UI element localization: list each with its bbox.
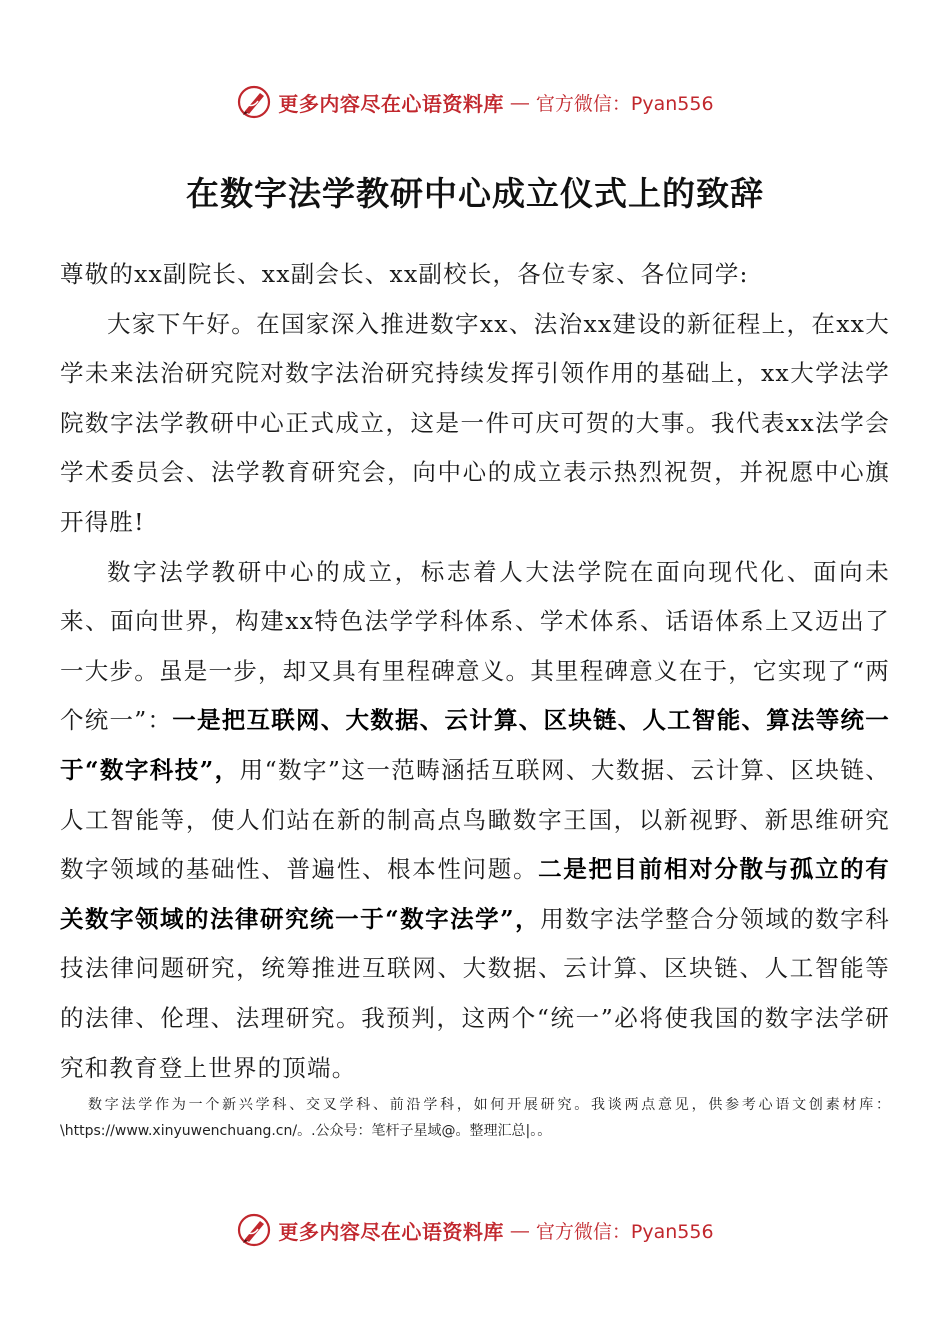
pen-logo-icon <box>236 1212 272 1248</box>
paragraph-2-part-1: 数字法学教研中心的成立，标志着人大法学院在面向现代化、面向未来、面向世界，构建xx特色法学学科体系、学术体系、话语体系上又迈出了一大步。虽是一步，却又具有里程碑意义。其里程碑意义在于，它实现了“两个统一”： <box>60 557 890 735</box>
banner-separator: — <box>509 90 530 114</box>
paragraph-2-bold-2: 二是把目前相对分散与孤立的有关数字领域的法律研究统一于“数字法学”， <box>60 855 890 933</box>
header-banner <box>0 82 950 122</box>
paragraph-2 <box>60 548 890 1094</box>
document-body <box>60 250 890 1093</box>
banner-text: 更多内容尽在心语资料库 <box>278 91 504 116</box>
paragraph-2-part-2: 用“数字”这一范畴涵括互联网、大数据、云计算、区块链、人工智能等，使人们站在新的制高点鸟瞰数字王国，以新视野、新思维研究数字领域的基础性、普遍性、根本性问题。 <box>60 755 890 884</box>
footer-banner <box>0 1210 950 1250</box>
paragraph-2-bold-1: 一是把互联网、大数据、云计算、区块链、人工智能、算法等统一于“数字科技”， <box>60 706 890 784</box>
banner-text: 更多内容尽在心语资料库 <box>278 1219 504 1244</box>
document-title: 在数字法学教研中心成立仪式上的致辞 <box>186 174 764 213</box>
banner-wechat: 官方微信：Pyan556 <box>535 1220 714 1243</box>
banner-wechat: 官方微信：Pyan556 <box>535 92 714 115</box>
footnote: 数字法学作为一个新兴学科、交叉学科、前沿学科，如何开展研究。我谈两点意见，供参考心语文创素材库：\https://www.xinyuwenchuang.cn/。.公众号：笔杆子星域@。整理汇总|。。 <box>60 1097 890 1139</box>
paragraph-1: 大家下午好。在国家深入推进数字xx、法治xx建设的新征程上，在xx大学未来法治研究院对数字法治研究持续发挥引领作用的基础上，xx大学法学院数字法学教研中心正式成立，这是一件可庆可贺的大事。我代表xx法学会学术委员会、法学教育研究会，向中心的成立表示热烈祝贺，并祝愿中心旗开得胜! <box>60 309 890 536</box>
banner-separator: — <box>509 1218 530 1242</box>
paragraph-2-part-3: 用数字法学整合分领域的数字科技法律问题研究，统筹推进互联网、大数据、云计算、区块链、人工智能等的法律、伦理、法理研究。我预判，这两个“统一”必将使我国的数字法学研究和教育登上世界的顶端。 <box>60 904 890 1082</box>
pen-logo-icon <box>236 84 272 120</box>
salutation: 尊敬的xx副院长、xx副会长、xx副校长，各位专家、各位同学: <box>60 260 749 288</box>
